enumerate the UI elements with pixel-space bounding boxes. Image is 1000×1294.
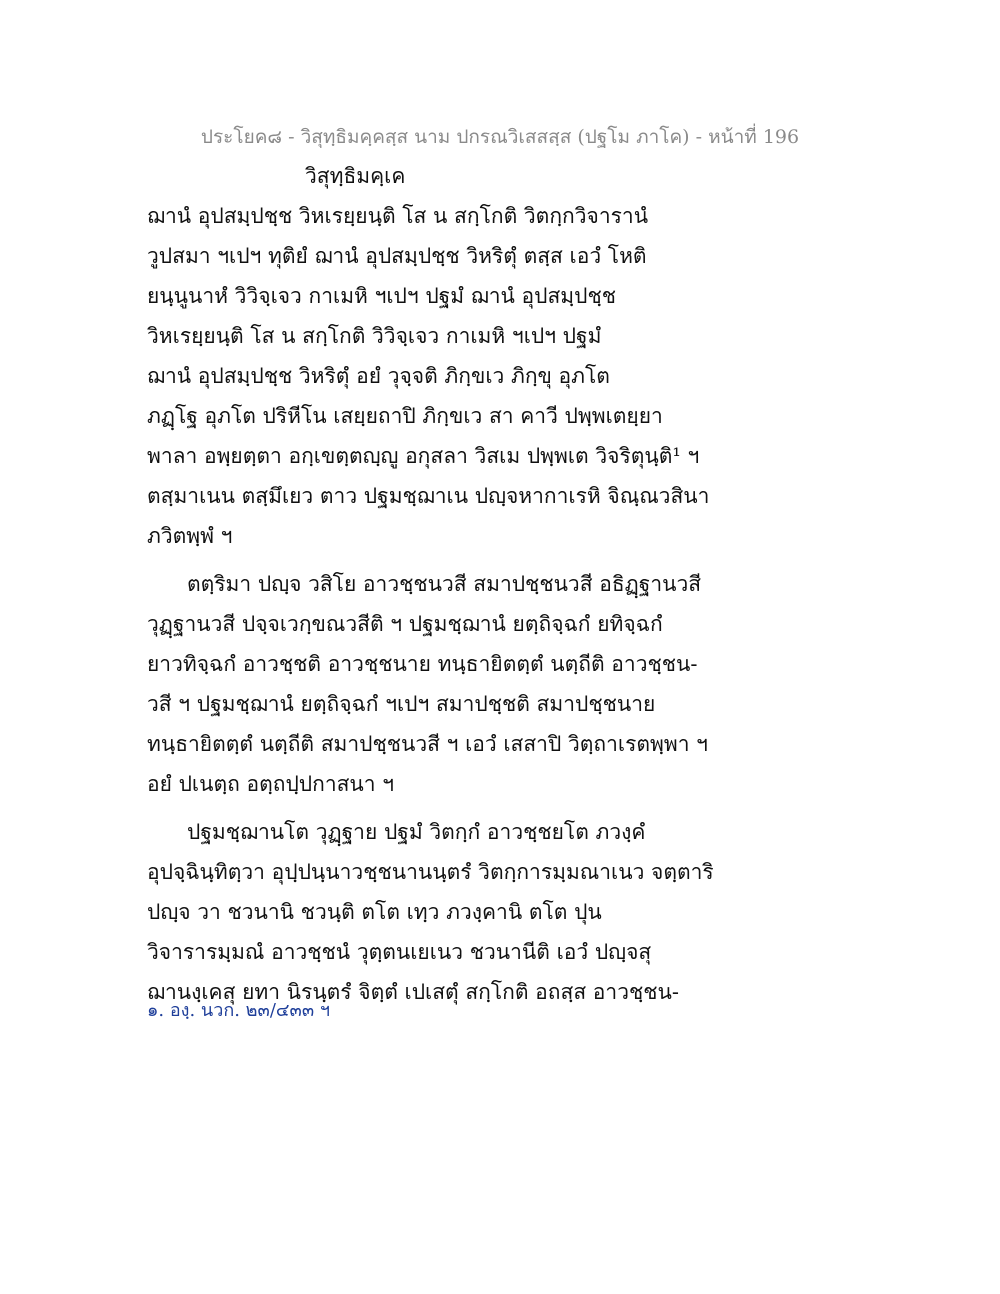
text-line: พาลา อพฺยตฺตา อกฺเขตฺตญฺญู อกุสลา วิสเม ปพฺพเต วิจริตุนฺติ¹ ฯ [147, 444, 700, 468]
text-line: ยนฺนูนาหํ วิวิจฺเจว กาเมหิ ฯเปฯ ปฐมํ ฌานํ อุปสมฺปชฺช [147, 284, 616, 308]
page-header: ประโยค๘ - วิสุทฺธิมคฺคสฺส นาม ปกรณวิเสสสฺส (ปฐโม ภาโค) - หน้าที่ 196 [200, 126, 800, 148]
body-text [147, 196, 714, 1012]
paragraph-1 [147, 196, 710, 556]
text-line: วิจารารมฺมณํ อาวชฺชนํ วุตฺตนเยเนว ชวนานีติ เอวํ ปญฺจสุ [147, 940, 652, 964]
text-line-indented: ตตฺริมา ปญฺจ วสิโย อาวชฺชนวสี สมาปชฺชนวสี อธิฏฺฐานวสี [187, 572, 702, 596]
text-line: ฌานงฺเคสุ ยทา นิรนฺตรํ จิตฺตํ เปเสตุํ สกฺโกติ อถสฺส อาวชฺชน- [147, 980, 679, 1004]
text-line: วิหเรยฺยนฺติ โส น สกฺโกติ วิวิจฺเจว กาเมหิ ฯเปฯ ปฐมํ [147, 324, 602, 348]
text-line: อยํ ปเนตฺถ อตฺถปฺปกาสนา ฯ [147, 772, 395, 796]
text-line: ฌานํ อุปสมฺปชฺช วิหเรยฺยนฺติ โส น สกฺโกติ วิตกฺกวิจารานํ [147, 204, 649, 228]
text-line: วูปสมา ฯเปฯ ทุติยํ ฌานํ อุปสมฺปชฺช วิหริตุํ ตสฺส เอวํ โหติ [147, 244, 647, 268]
text-line: อุปจฺฉินฺทิตฺวา อุปฺปนฺนาวชฺชนานนฺตรํ วิตกฺการมฺมณาเนว จตฺตาริ [147, 860, 714, 884]
text-line: ตสฺมาเนน ตสฺมึเยว ตาว ปฐมชฺฌาเน ปญฺจหากาเรหิ จิณฺณวสินา [147, 484, 710, 508]
paragraph-3 [147, 812, 714, 1012]
text-line: วุฏฺฐานวสี ปจฺจเวกฺขณวสีติ ฯ ปฐมชฺฌานํ ยตฺถิจฺฉกํ ยทิจฺฉกํ [147, 612, 663, 636]
text-line: ยาวทิจฺฉกํ อาวชฺชติ อาวชฺชนาย ทนฺธายิตตฺตํ นตฺถีติ อาวชฺชน- [147, 652, 698, 676]
text-line-indented: ปฐมชฺฌานโต วุฏฺฐาย ปฐมํ วิตกฺกํ อาวชฺชยโต ภวงฺคํ [187, 820, 646, 844]
paragraph-gap [147, 556, 687, 564]
paragraph-gap [147, 804, 687, 812]
paragraph-2 [147, 564, 708, 804]
text-line: ทนฺธายิตตฺตํ นตฺถีติ สมาปชฺชนวสี ฯ เอวํ เสสาปิ วิตฺถาเรตพฺพา ฯ [147, 732, 708, 756]
text-line: ปญฺจ วา ชวนานิ ชวนฺติ ตโต เทฺว ภวงฺคานิ ตโต ปุน [147, 900, 602, 924]
text-line: วสี ฯ ปฐมชฺฌานํ ยตฺถิจฺฉกํ ฯเปฯ สมาปชฺชติ สมาปชฺชนาย [147, 692, 656, 716]
text-line: ภฏฺโฐ อุภโต ปริหีโน เสยฺยถาปิ ภิกฺขเว สา คาวี ปพฺพเตยฺยา [147, 404, 663, 428]
chapter-title: วิสุทฺธิมคฺเค [305, 164, 406, 188]
footnote: ๑. องฺ. นวก. ๒๓/๔๓๓ ฯ [147, 1000, 330, 1021]
text-line: ภวิตพฺพํ ฯ [147, 524, 233, 548]
text-line: ฌานํ อุปสมฺปชฺช วิหริตุํ อยํ วุจฺจติ ภิกฺขเว ภิกฺขุ อุภโต [147, 364, 610, 388]
